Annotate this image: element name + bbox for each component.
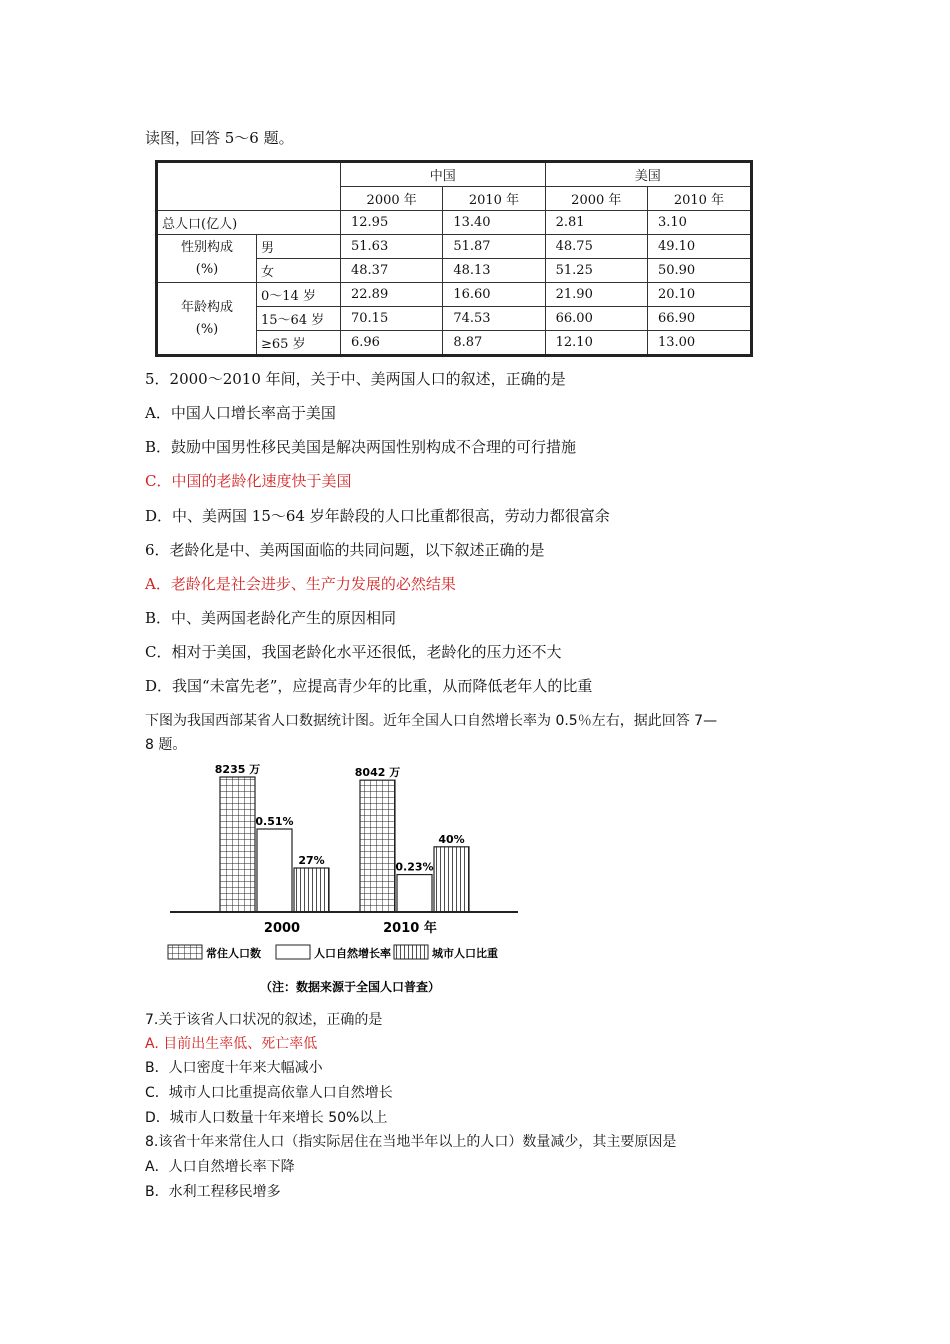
q5-option-a: A．中国人口增长率高于美国 [145, 404, 336, 422]
table-cell: 16.60 [443, 283, 545, 307]
row-sub-label: 0～14 岁 [257, 283, 341, 307]
category-label: 2010 年 [383, 921, 437, 936]
category-label: 2000 [263, 921, 301, 936]
table-cell: 20.10 [647, 283, 751, 307]
data-label: 8042 万 [354, 766, 401, 780]
population-bar-chart [160, 755, 540, 1000]
header-china: 中国 [341, 162, 546, 187]
population-table [155, 160, 753, 357]
q5-option-c-answer: C．中国的老龄化速度快于美国 [145, 472, 352, 490]
year-header: 2010 年 [647, 187, 751, 211]
table-cell: 6.96 [341, 331, 443, 356]
row-sub-label: 男 [257, 235, 341, 259]
q5-option-d: D．中、美两国 15～64 岁年龄段的人口比重都很高，劳动力都很富余 [145, 507, 610, 525]
row-label: 总人口(亿人) [157, 211, 341, 235]
table-cell: 51.63 [341, 235, 443, 259]
group-unit: (%) [195, 321, 219, 337]
q7-option-b: B．人口密度十年来大幅减小 [145, 1060, 323, 1076]
group-label: 年龄构成 [180, 299, 233, 315]
data-label: 0.51% [255, 815, 294, 828]
table-cell: 51.87 [443, 235, 545, 259]
table-corner [157, 162, 341, 211]
chart-bars [215, 763, 469, 912]
q8-option-b: B．水利工程移民增多 [145, 1184, 281, 1200]
table-cell: 22.89 [341, 283, 443, 307]
table-cell: 66.90 [647, 307, 751, 331]
q6-option-a-answer: A．老龄化是社会进步、生产力发展的必然结果 [145, 575, 456, 593]
q6-option-c: C．相对于美国，我国老龄化水平还很低，老龄化的压力还不大 [145, 643, 562, 661]
legend-label-resident: 常住人口数 [206, 947, 261, 960]
table-cell: 48.13 [443, 259, 545, 283]
chart-note: （注：数据来源于全国人口普查） [259, 980, 441, 994]
year-header: 2010 年 [443, 187, 545, 211]
year-header: 2000 年 [341, 187, 443, 211]
row-group-gender [157, 235, 257, 283]
table-cell: 48.37 [341, 259, 443, 283]
q6-option-b: B．中、美两国老龄化产生的原因相同 [145, 609, 397, 627]
legend-swatch-growth [276, 945, 310, 959]
data-label: 0.23% [395, 860, 434, 874]
q5-option-b: B．鼓励中国男性移民美国是解决两国性别构成不合理的可行措施 [145, 438, 577, 456]
table-cell: 66.00 [545, 307, 647, 331]
table-row [157, 211, 752, 235]
table-row [157, 283, 752, 307]
table-cell: 74.53 [443, 307, 545, 331]
table-cell: 49.10 [647, 235, 751, 259]
table-cell: 50.90 [647, 259, 751, 283]
table-cell: 51.25 [545, 259, 647, 283]
bar-resident-population [360, 780, 395, 912]
bar-urban-share [294, 868, 329, 912]
q7-option-a-answer: A. 目前出生率低、死亡率低 [145, 1036, 318, 1052]
q7-option-c: C．城市人口比重提高依靠人口自然增长 [145, 1085, 393, 1101]
table-cell: 8.87 [443, 331, 545, 356]
q7-option-d: D．城市人口数量十年来增长 50%以上 [145, 1110, 388, 1126]
intro-text: 读图，回答 5～6 题。 [145, 129, 294, 147]
bar-natural-growth-rate [257, 829, 292, 912]
table-cell: 12.95 [341, 211, 443, 235]
table-cell: 48.75 [545, 235, 647, 259]
data-label: 27% [298, 854, 325, 867]
group-unit: (%) [195, 261, 219, 277]
q5-stem: 5．2000～2010 年间，关于中、美两国人口的叙述，正确的是 [145, 370, 566, 388]
legend-swatch-urban [394, 945, 428, 959]
legend-label-urban: 城市人口比重 [432, 947, 498, 960]
table-cell: 12.10 [545, 331, 647, 356]
q7-stem: 7.关于该省人口状况的叙述，正确的是 [145, 1012, 383, 1028]
data-label: 8235 万 [214, 763, 261, 776]
table-cell: 13.40 [443, 211, 545, 235]
group-label: 性别构成 [180, 239, 233, 255]
intro2-line1: 下图为我国西部某省人口数据统计图。近年全国人口自然增长率为 0.5％左右，据此回答 7— [145, 713, 718, 729]
data-label: 40% [438, 832, 465, 846]
table-row [157, 235, 752, 259]
table-cell: 2.81 [545, 211, 647, 235]
table-cell: 70.15 [341, 307, 443, 331]
q6-option-d: D．我国“未富先老”，应提高青少年的比重，从而降低老年人的比重 [145, 677, 593, 695]
legend-swatch-resident [168, 945, 202, 959]
row-sub-label: ≥65 岁 [257, 331, 341, 356]
year-header: 2000 年 [545, 187, 647, 211]
intro2-line2: 8 题。 [145, 737, 187, 753]
q6-stem: 6．老龄化是中、美两国面临的共同问题，以下叙述正确的是 [145, 541, 545, 559]
row-sub-label: 女 [257, 259, 341, 283]
q8-stem: 8.该省十年来常住人口（指实际居住在当地半年以上的人口）数量减少，其主要原因是 [145, 1134, 677, 1150]
bar-resident-population [220, 777, 255, 912]
row-sub-label: 15～64 岁 [257, 307, 341, 331]
table-cell: 21.90 [545, 283, 647, 307]
header-usa: 美国 [545, 162, 751, 187]
bar-urban-share [434, 847, 469, 912]
table-cell: 13.00 [647, 331, 751, 356]
legend-label-growth: 人口自然增长率 [314, 947, 391, 960]
row-group-age [157, 283, 257, 356]
q8-option-a: A．人口自然增长率下降 [145, 1159, 295, 1175]
table-cell: 3.10 [647, 211, 751, 235]
bar-natural-growth-rate [397, 875, 432, 912]
